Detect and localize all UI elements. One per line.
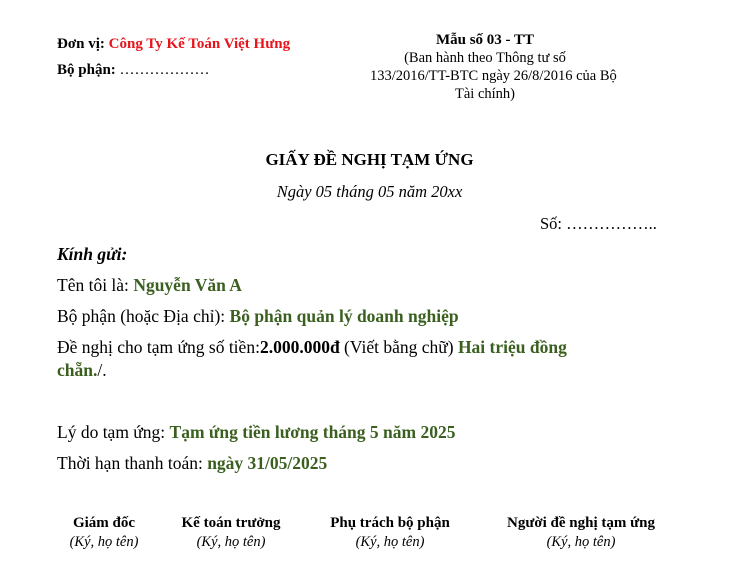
department-address-value: Bộ phận quản lý doanh nghiệp [229,306,459,326]
name-line [57,275,242,296]
department-address-label: Bộ phận (hoặc Địa chỉ): [57,306,226,326]
signature-title: Phụ trách bộ phận [330,515,450,531]
amount-suffix: /. [97,360,107,380]
signature-note: (Ký, họ tên) [69,534,139,550]
document-title: GIẤY ĐỀ NGHỊ TẠM ỨNG [265,150,474,169]
signature-title: Kế toán trưởng [181,515,281,531]
company-name: Công Ty Kế Toán Việt Hưng [108,36,291,52]
document-date: Ngày 05 tháng 05 năm 20xx [276,182,463,201]
form-number: Mẫu số 03 - TT [435,32,535,48]
reason-line [57,422,455,443]
signature-director [44,514,164,552]
amount-words-label: (Viết bằng chữ) [344,337,454,357]
amount-words-value-continued: chẵn. [57,360,98,380]
signature-note: (Ký, họ tên) [546,534,616,550]
name-label: Tên tôi là: [57,275,129,295]
form-info-block [370,31,617,103]
signature-note: (Ký, họ tên) [355,534,425,550]
signature-requester [486,514,676,552]
reason-label: Lý do tạm ứng: [57,422,166,442]
document-number: Số: …………….. [540,214,657,233]
signature-title: Giám đốc [72,515,136,531]
amount-value: 2.000.000đ [259,337,340,357]
unit-line [57,31,290,57]
form-note-line-1: (Ban hành theo Thông tư số [404,50,566,66]
signature-department-head [310,514,470,552]
name-value: Nguyễn Văn A [133,275,242,295]
unit-label: Đơn vị: [57,36,105,52]
deadline-value: ngày 31/05/2025 [207,453,328,473]
department-line [57,57,290,83]
department-value: ……………… [119,62,210,78]
greeting: Kính gửi: [57,244,128,264]
amount-label: Đề nghị cho tạm ứng số tiền: [57,337,260,357]
deadline-label: Thời hạn thanh toán: [57,453,203,473]
signature-note: (Ký, họ tên) [196,534,266,550]
deadline-line [57,453,327,474]
department-label: Bộ phận: [57,62,116,78]
signature-chief-accountant [166,514,296,552]
amount-words-value: Hai triệu đồng [457,337,567,357]
header-unit-block [57,31,290,83]
signature-title: Người đề nghị tạm ứng [507,515,655,531]
department-address-line [57,306,459,327]
form-note-line-2: 133/2016/TT-BTC ngày 26/8/2016 của Bộ [370,68,617,84]
amount-line-continued [57,360,107,381]
reason-value: Tạm ứng tiền lương tháng 5 năm 2025 [169,422,456,442]
amount-line [57,337,567,358]
form-note-line-3: Tài chính) [455,86,515,102]
